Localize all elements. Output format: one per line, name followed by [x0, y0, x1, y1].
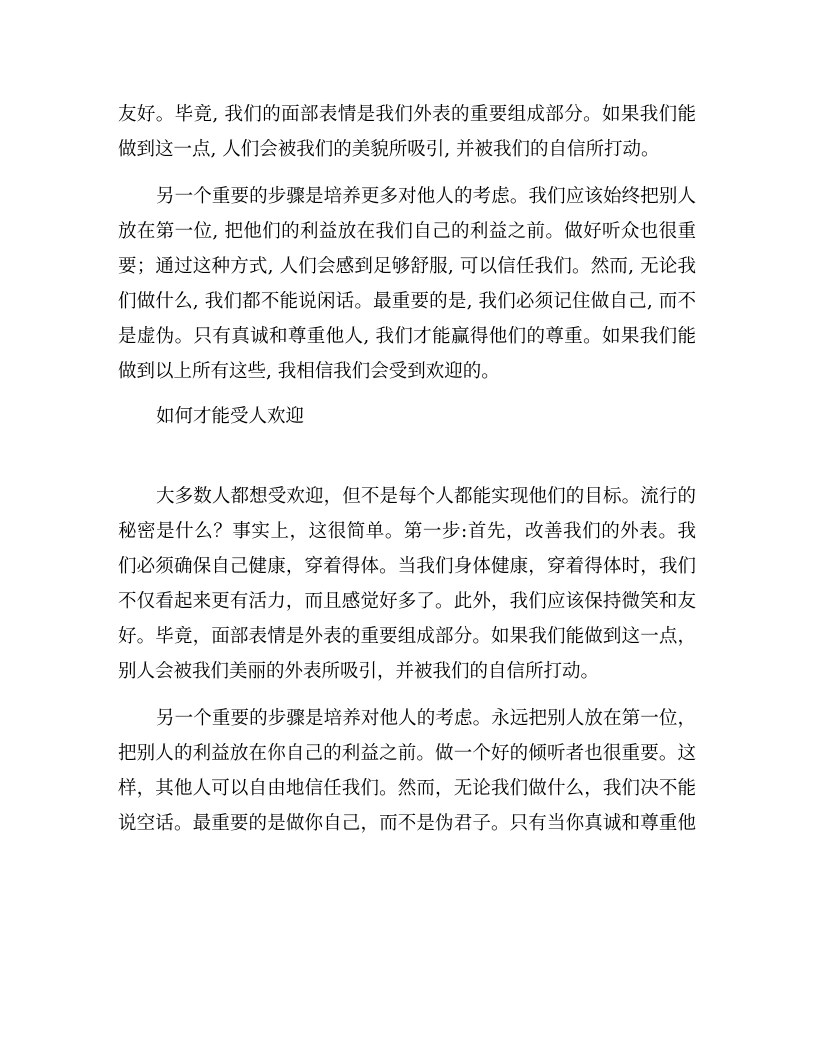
text-line: 样，其他人可以自由地信任我们。然而，无论我们做什么，我们决不能: [118, 778, 696, 799]
text-line: 做到这一点, 人们会被我们的美貌所吸引, 并被我们的自信所打动。: [118, 139, 660, 160]
text-line: 不仅看起来更有活力，而且感觉好多了。此外，我们应该保持微笑和友: [118, 591, 696, 612]
text-line: 做到以上所有这些, 我相信我们会受到欢迎的。: [118, 361, 500, 382]
paragraph-2: [118, 182, 696, 392]
text-line: 说空话。最重要的是做你自己，而不是伪君子。只有当你真诚和尊重他: [118, 813, 696, 834]
text-line: 放在第一位, 把他们的利益放在我们自己的利益之前。做好听众也很重: [118, 221, 696, 242]
text-line: 是虚伪。只有真诚和尊重他人, 我们才能赢得他们的尊重。如果我们能: [118, 326, 696, 347]
text-line: 另一个重要的步骤是培养更多对他人的考虑。我们应该始终把别人: [156, 186, 696, 207]
section-heading: [118, 402, 696, 432]
text-line: 好。毕竟，面部表情是外表的重要组成部分。如果我们能做到这一点，: [118, 626, 696, 647]
heading-text: 如何才能受人欢迎: [156, 406, 305, 427]
text-line: 秘密是什么？事实上，这很简单。第一步:首先，改善我们的外表。我: [118, 521, 696, 542]
paragraph-1: [118, 100, 696, 170]
text-line: 们必须确保自己健康，穿着得体。当我们身体健康，穿着得体时，我们: [118, 556, 696, 577]
text-line: 友好。毕竟, 我们的面部表情是我们外表的重要组成部分。如果我们能: [118, 104, 696, 125]
text-line: 们做什么, 我们都不能说闲话。最重要的是, 我们必须记住做自己, 而不: [118, 291, 696, 312]
text-line: 要；通过这种方式, 人们会感到足够舒服, 可以信任我们。然而, 无论我: [118, 256, 696, 277]
paragraph-4: [118, 704, 696, 844]
text-line: 大多数人都想受欢迎，但不是每个人都能实现他们的目标。流行的: [156, 486, 696, 507]
text-line: 把别人的利益放在你自己的利益之前。做一个好的倾听者也很重要。这: [118, 743, 696, 764]
paragraph-3: [118, 482, 696, 692]
text-line: 另一个重要的步骤是培养对他人的考虑。永远把别人放在第一位，: [156, 708, 696, 729]
document-page: [118, 100, 696, 844]
text-line: 别人会被我们美丽的外表所吸引，并被我们的自信所打动。: [118, 661, 600, 682]
